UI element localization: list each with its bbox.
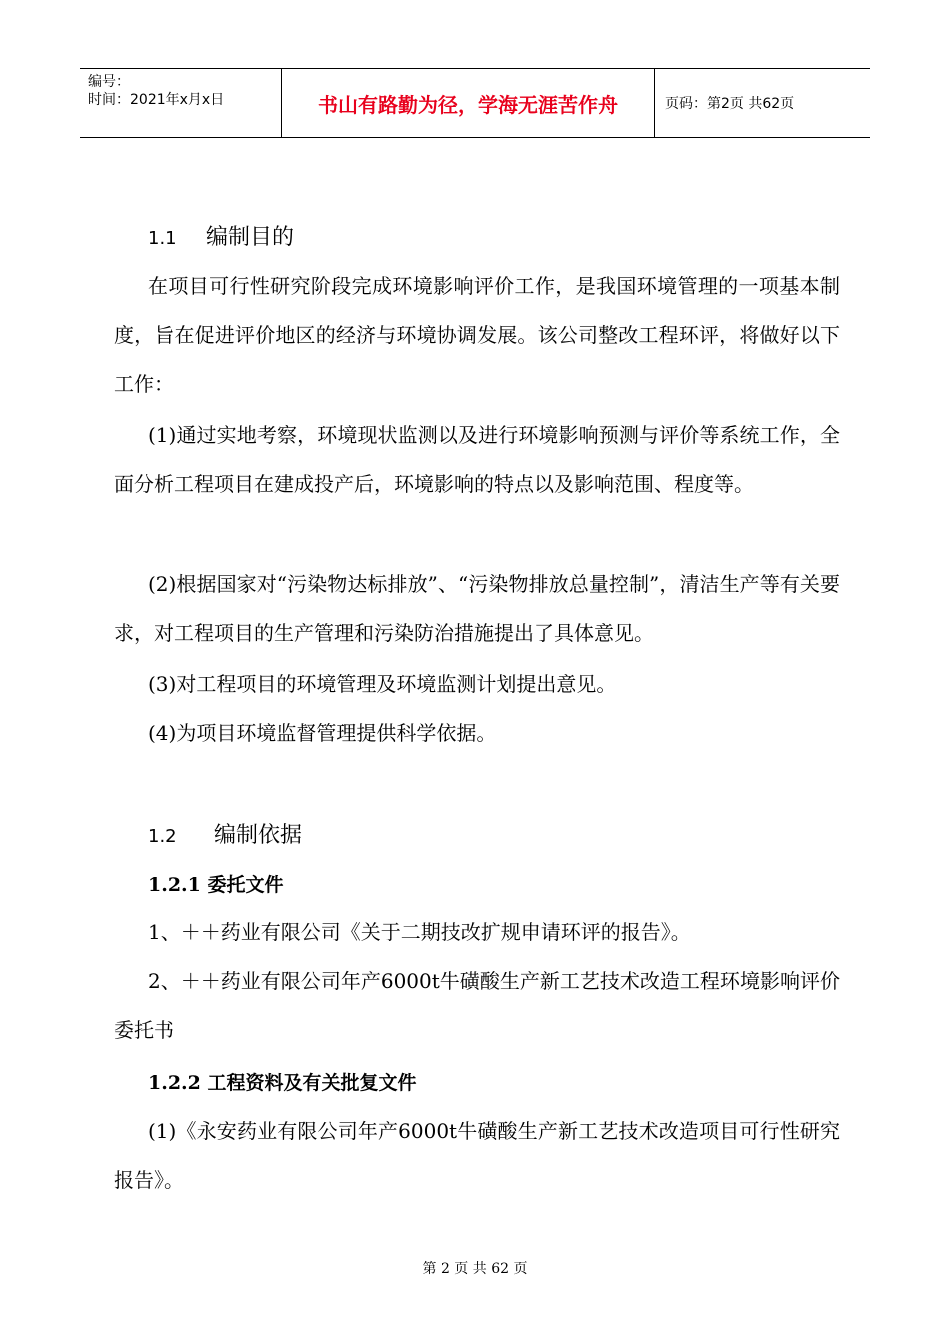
section-number: 1.2: [148, 826, 177, 847]
paragraph-item-3: (3)对工程项目的环境管理及环境监测计划提出意见。: [148, 672, 617, 696]
paragraph-engineering-1: (1)《永安药业有限公司年产6000t牛磺酸生产新工艺技术改造项目可行性研究报告》。: [114, 1119, 840, 1192]
section-heading: 编制目的: [206, 225, 295, 250]
header-page-info: 页码：第2页 共62页: [665, 96, 795, 112]
header-meta: [80, 69, 282, 137]
section-title-1-1: [148, 220, 294, 251]
subsection-title-1-2-1: 1.2.1 委托文件: [148, 874, 284, 896]
serial-label: 编号：: [88, 74, 130, 90]
section-number: 1.1: [148, 228, 177, 249]
section-heading: 编制依据: [214, 823, 303, 848]
paragraph-item-2: (2)根据国家对“污染物达标排放”、“污染物排放总量控制”，清洁生产等有关要求，对工程项目的生产管理和污染防治措施提出了具体意见。: [114, 572, 840, 645]
header-motto: 书山有路勤为径，学海无涯苦作舟: [282, 69, 655, 137]
paragraph-item-1: (1)通过实地考察，环境现状监测以及进行环境影响预测与评价等系统工作，全面分析工程项目在建成投产后，环境影响的特点以及影响范围、程度等。: [114, 423, 840, 496]
paragraph-purpose-intro: 在项目可行性研究阶段完成环境影响评价工作，是我国环境管理的一项基本制度，旨在促进评价地区的经济与环境协调发展。该公司整改工程环评，将做好以下工作：: [114, 274, 840, 396]
paragraph-commission-1: 1、＋＋药业有限公司《关于二期技改扩规申请环评的报告》。: [148, 920, 691, 944]
paragraph-commission-2: 2、＋＋药业有限公司年产6000t牛磺酸生产新工艺技术改造工程环境影响评价委托书: [114, 969, 840, 1042]
page-footer: 第 2 页 共 62 页: [422, 1261, 528, 1277]
document-header: [80, 68, 870, 138]
paragraph-item-4: (4)为项目环境监督管理提供科学依据。: [148, 721, 497, 745]
section-title-1-2: [148, 818, 302, 849]
time-label: 时间：2021年x月x日: [88, 92, 225, 108]
subsection-title-1-2-2: 1.2.2 工程资料及有关批复文件: [148, 1072, 417, 1094]
